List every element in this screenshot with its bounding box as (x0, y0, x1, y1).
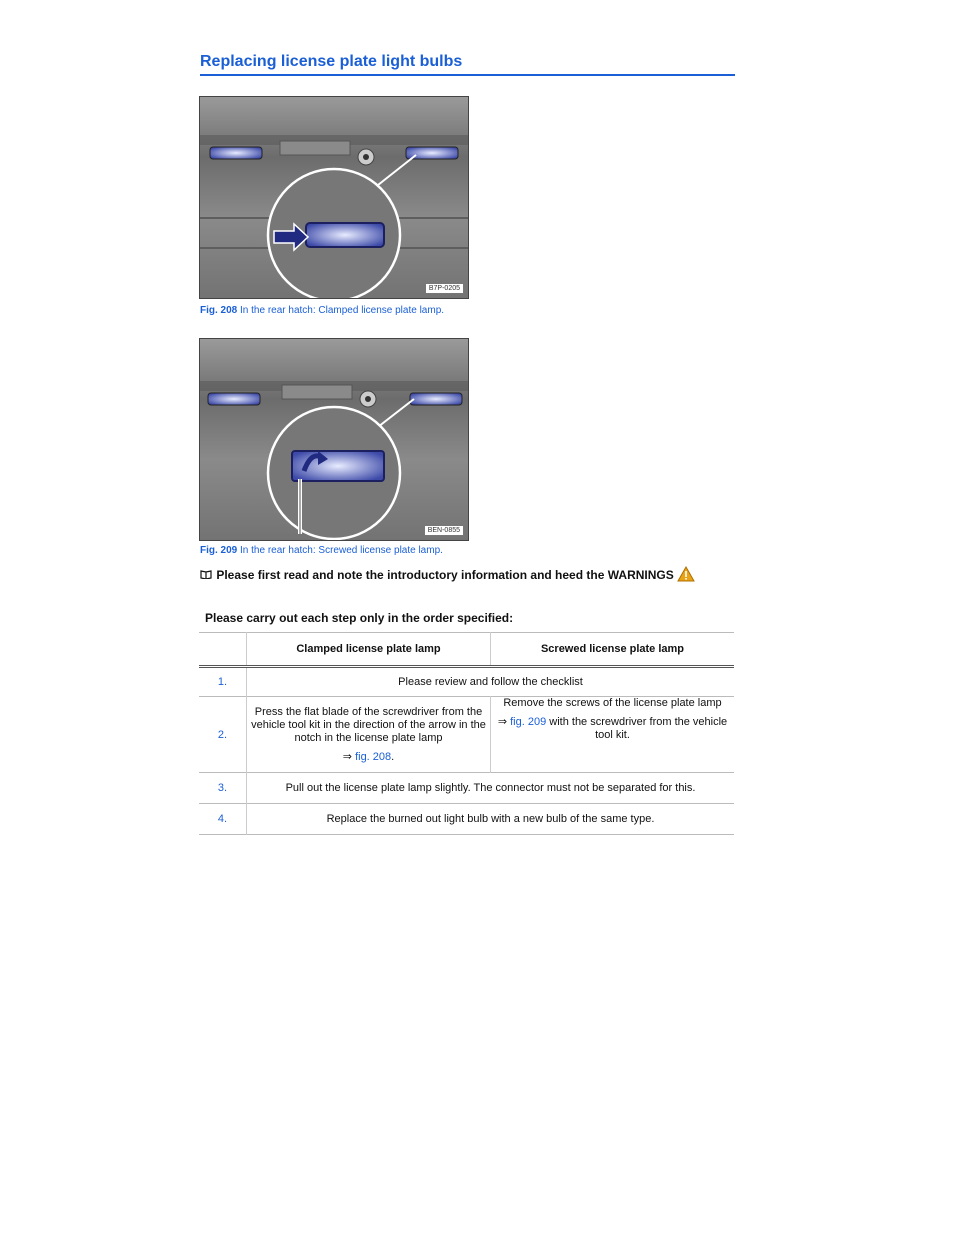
figure-208-caption (200, 305, 444, 316)
warning-triangle-icon[interactable] (677, 566, 695, 585)
table-row (199, 804, 734, 835)
figure-reference (247, 751, 490, 764)
reference-arrow-icon: ⇒ (497, 716, 508, 728)
reference-suffix: with the screwdriver from the vehicle tool kit. (549, 716, 728, 741)
book-icon (200, 568, 213, 582)
warning-note (200, 566, 695, 585)
note-text: Please first read and note the introductory information and heed the WARNINGS (216, 568, 674, 582)
figure-209-image (199, 338, 469, 541)
figure-caption-text: In the rear hatch: Clamped license plate lamp. (240, 305, 445, 316)
step-text-clamped (247, 697, 491, 773)
step-number: 1. (199, 667, 247, 697)
step-text: Pull out the license plate lamp slightly. The connector must not be separated for this. (285, 781, 696, 794)
table-header-screwed: Screwed license plate lamp (491, 633, 735, 667)
figure-label: Fig. 208 (200, 305, 238, 316)
figure-208-image (199, 96, 469, 299)
step-text: Replace the burned out light bulb with a new bulb of the same type. (326, 812, 655, 825)
step-text: Press the flat blade of the screwdriver from the vehicle tool kit in the direction of the arrow in the notch in the license plate lamp (251, 705, 486, 744)
fig-209-link[interactable]: fig. 209 (510, 716, 547, 728)
step-text: Please review and follow the checklist (398, 675, 583, 688)
step-text-screwed (491, 697, 735, 773)
figure-caption-text: In the rear hatch: Screwed license plate lamp. (240, 545, 443, 556)
page-title: Replacing license plate light bulbs (200, 53, 735, 76)
figure-209-caption (200, 545, 443, 556)
fig-208-link[interactable]: fig. 208 (355, 750, 392, 763)
step-number: 2. (199, 697, 247, 773)
steps-table (199, 632, 734, 835)
instruction-text: Please carry out each step only in the order specified: (205, 611, 514, 625)
step-number: 4. (199, 804, 247, 835)
reference-arrow-icon: ⇒ (342, 750, 352, 763)
reference-suffix: . (391, 750, 395, 763)
figure-code: B7P-0205 (425, 283, 464, 294)
figure-code: BEN-0855 (424, 525, 464, 536)
table-row (199, 697, 734, 773)
figure-reference (491, 716, 734, 742)
table-header-clamped: Clamped license plate lamp (247, 633, 491, 667)
step-number: 3. (199, 773, 247, 804)
table-header-number (199, 633, 247, 667)
step-text: Remove the screws of the license plate lamp (503, 697, 722, 709)
table-row (199, 667, 734, 697)
table-header-row (199, 633, 734, 667)
table-row (199, 773, 734, 804)
figure-label: Fig. 209 (200, 545, 238, 556)
